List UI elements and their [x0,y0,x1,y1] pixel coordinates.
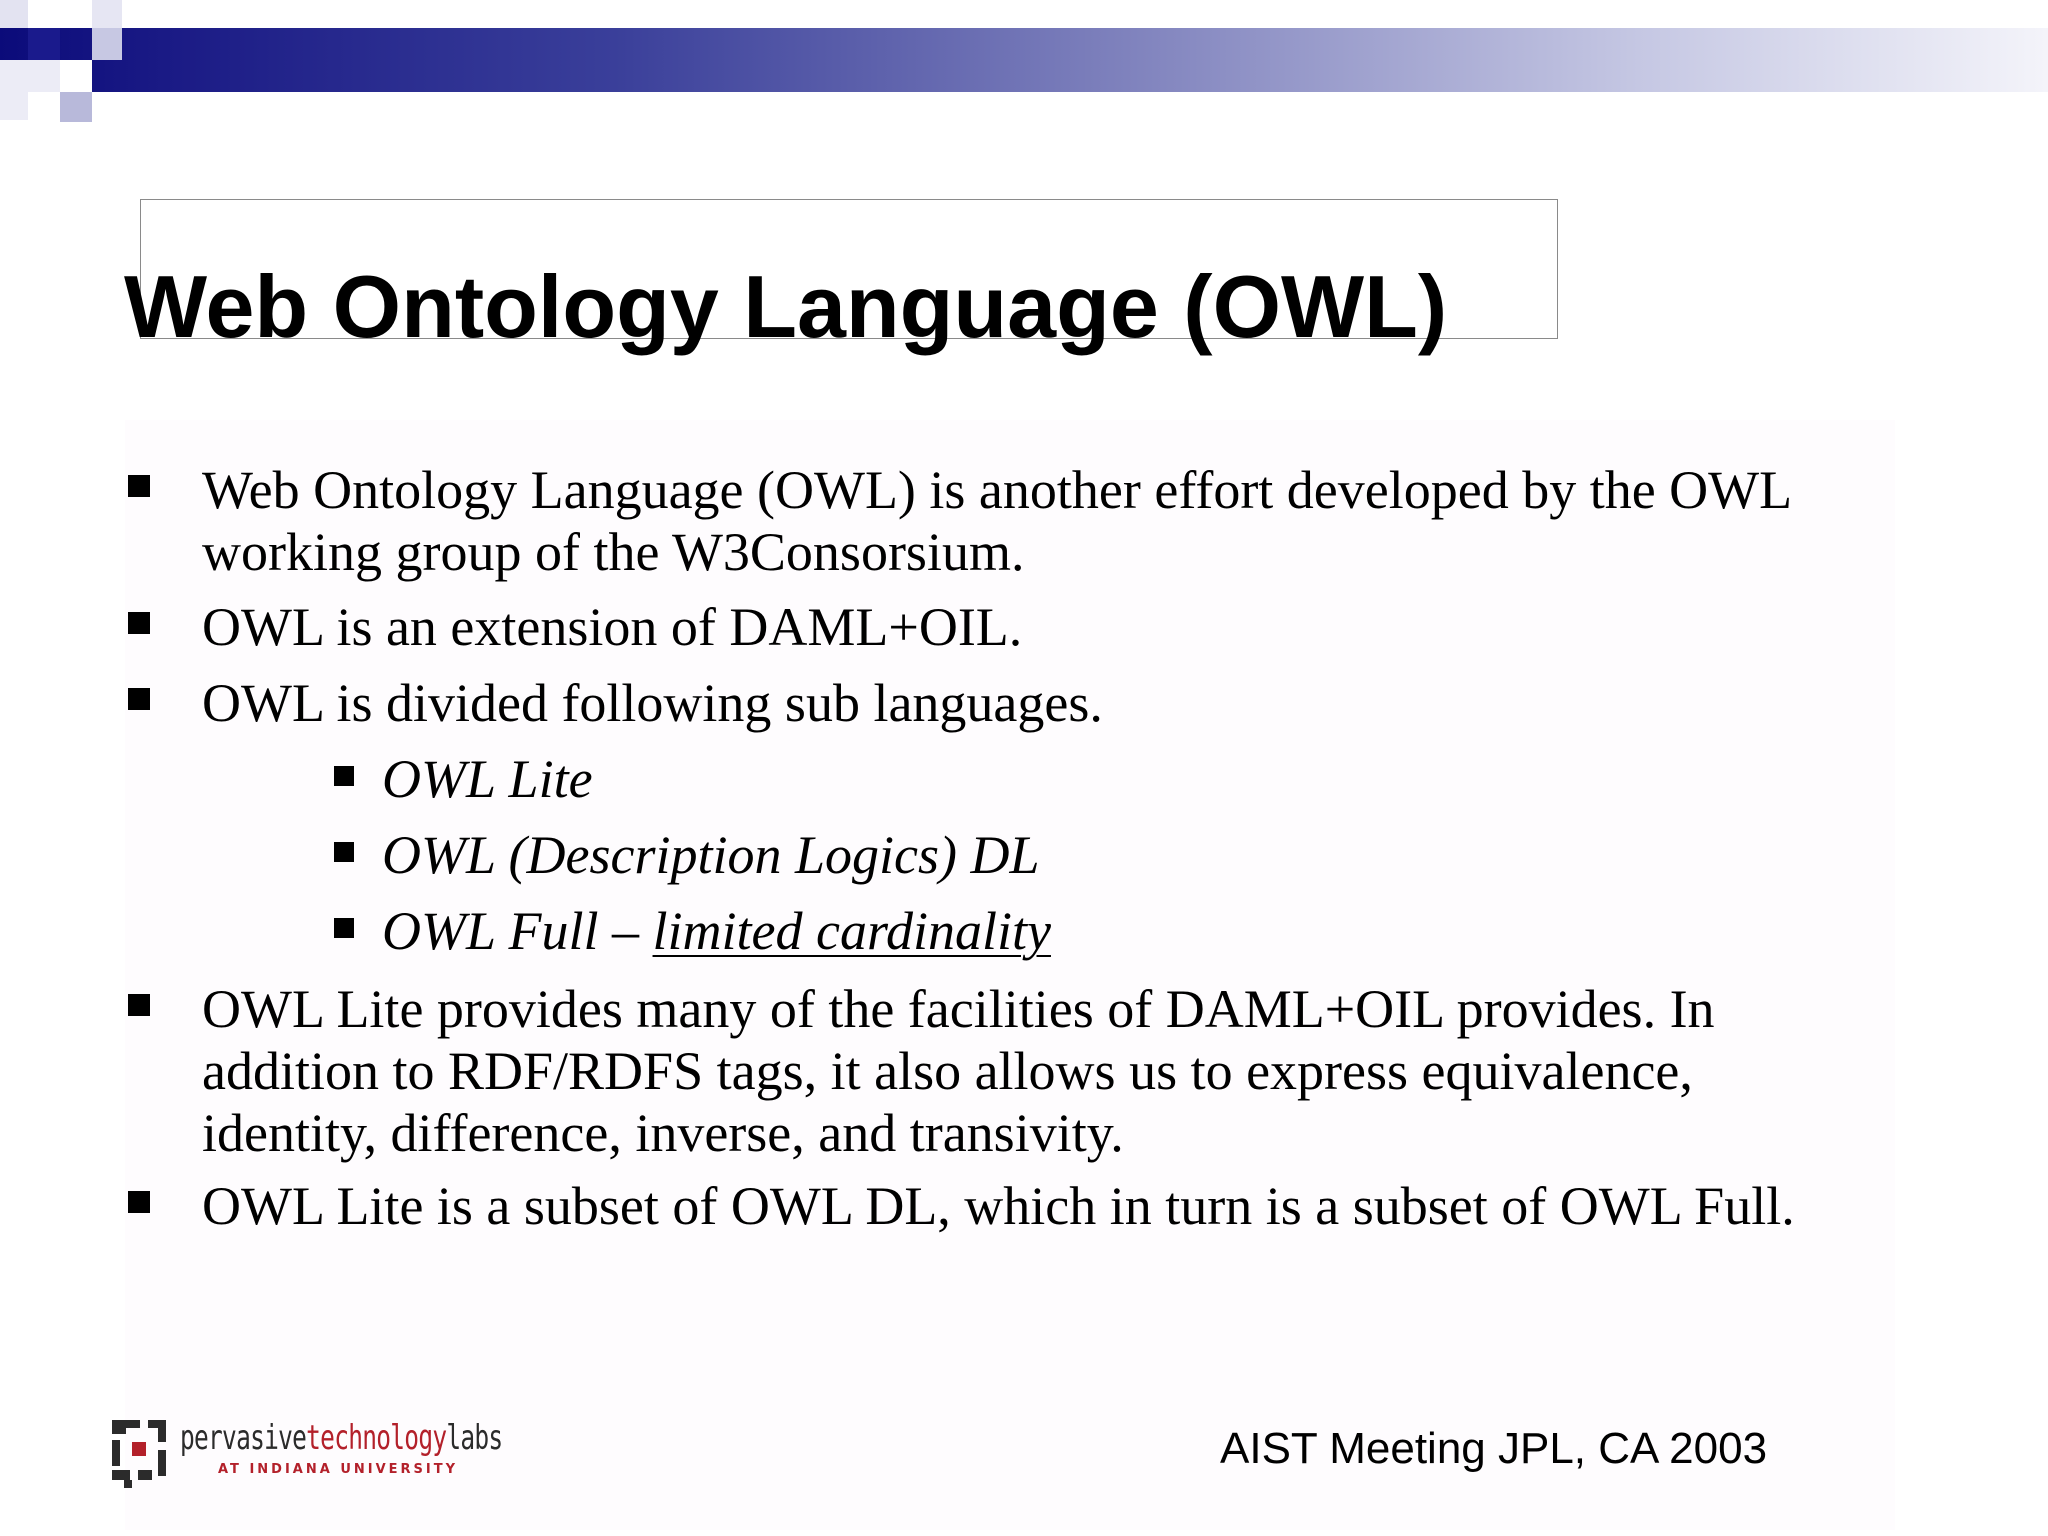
bullet-text: OWL is divided following sub languages. [202,673,1103,733]
header-gradient-band [0,28,2048,92]
bullet-square-icon [128,612,150,634]
corner-square [28,0,56,28]
logo-subtitle: AT INDIANA UNIVERSITY [218,1462,459,1477]
bullet-square-icon [128,688,150,710]
corner-square [28,60,60,92]
corner-square [0,60,28,120]
sub-bullet-square-icon [334,918,354,938]
sub-bullet-prefix: OWL Full – [382,901,653,961]
corner-square [60,60,92,92]
logo-word-technology: technology [306,1418,447,1458]
sub-bullet-square-icon [334,842,354,862]
logo-word-pervasive: pervasive [180,1418,307,1458]
sub-bullet-text [382,900,1051,962]
corner-square [28,28,60,60]
pervasive-technology-labs-logo [110,1418,503,1490]
corner-square [0,0,28,28]
corner-square [60,92,92,122]
bullet-square-icon [128,994,150,1016]
underlined-phrase: limited cardinality [652,901,1051,961]
corner-square [92,0,122,28]
logo-mark-icon [110,1418,170,1488]
sub-bullet-square-icon [334,766,354,786]
bullet-square-icon [128,475,150,497]
bullet-text: Web Ontology Language (OWL) is another effort developed by the OWL [202,460,1793,520]
bullet-text: OWL Lite provides many of the facilities of DAML+OIL provides. In [202,979,1715,1039]
bullet-square-icon [128,1191,150,1213]
slide-title: Web Ontology Language (OWL) [124,257,1448,356]
bullet-text: identity, difference, inverse, and transivity. [202,1103,1124,1163]
footer-meeting-text: AIST Meeting JPL, CA 2003 [1220,1424,1768,1473]
bullet-text: working group of the W3Consorsium. [202,522,1025,582]
content-panel [125,420,1895,1530]
sub-bullet-text: OWL Lite [382,749,593,809]
corner-square [92,28,122,60]
bullet-text: OWL Lite is a subset of OWL DL, which in turn is a subset of OWL Full. [202,1176,1795,1236]
bullet-text: addition to RDF/RDFS tags, it also allows us to express equivalence, [202,1041,1693,1101]
logo-word-labs: labs [446,1418,503,1458]
logo-wordmark [180,1418,502,1458]
sub-bullet-text: OWL (Description Logics) DL [382,825,1040,885]
bullet-text: OWL is an extension of DAML+OIL. [202,597,1023,657]
